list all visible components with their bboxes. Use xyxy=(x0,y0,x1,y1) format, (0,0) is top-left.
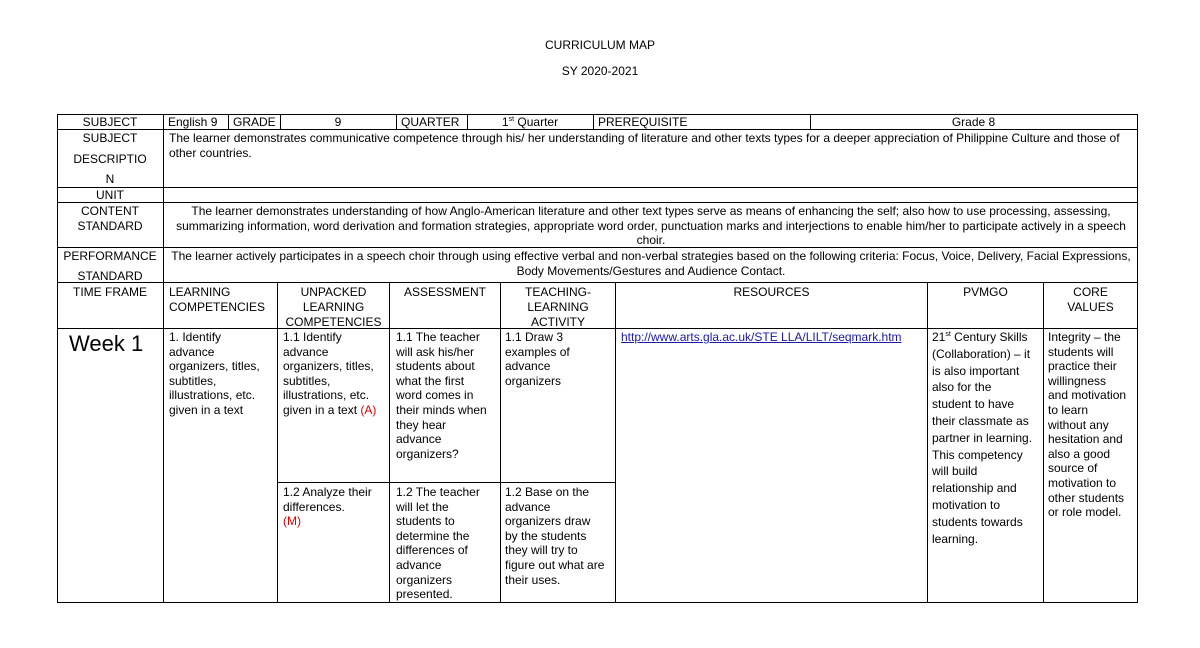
rule xyxy=(927,282,928,603)
text-fragment: given in a text xyxy=(283,402,361,417)
pvmgo-cell xyxy=(932,329,1043,547)
rule xyxy=(500,282,501,603)
rule xyxy=(163,129,164,603)
text-line: subtitles, xyxy=(283,373,331,388)
subject-description: The learner demonstrates communicative competence through his/ her understanding of literature and other texts types for a deeper appreciation of Philippine Culture and those of other countries. xyxy=(169,131,1120,160)
text-line: figure out what are xyxy=(505,557,605,572)
core-values-cell xyxy=(1048,330,1137,520)
quarter-word: Quarter xyxy=(514,115,559,129)
rule xyxy=(277,482,616,483)
text-line: given in a text xyxy=(169,402,244,417)
rule xyxy=(57,187,1138,188)
text-line: 1.1 Identify xyxy=(283,330,342,344)
rule xyxy=(57,282,1138,283)
text-line: advance xyxy=(505,359,551,374)
text-line: advance xyxy=(396,432,442,447)
pvmgo-rest: Century Skills xyxy=(950,330,1028,344)
competency-code: (M) xyxy=(283,514,301,529)
text-line: organizers xyxy=(396,572,453,587)
unpacked-competency-2 xyxy=(283,485,389,529)
quarter-label: QUARTER xyxy=(401,115,460,129)
text-line: what the first xyxy=(396,373,465,388)
text-line: will let the xyxy=(396,499,449,514)
text-line: learning. xyxy=(932,531,979,546)
text-line: advance xyxy=(505,499,551,514)
text-line: organizers? xyxy=(396,446,459,461)
unit-label: UNIT xyxy=(96,188,124,202)
text-line: differences. xyxy=(283,499,345,514)
page-title: CURRICULUM MAP xyxy=(544,38,655,52)
text-line: illustrations, etc. xyxy=(283,388,370,403)
col-tla-3: ACTIVITY xyxy=(530,315,585,329)
text-line: motivation to xyxy=(1048,475,1117,490)
text-line: organizers draw xyxy=(505,514,591,529)
rule xyxy=(163,114,164,129)
text-line: students about xyxy=(396,359,475,374)
col-assessment: ASSESSMENT xyxy=(403,285,487,299)
text-line: willingness xyxy=(1048,373,1107,388)
text-line: differences of xyxy=(396,543,468,558)
quarter-suffix: st xyxy=(508,116,515,123)
text-line: partner in learning. xyxy=(932,430,1033,445)
text-line: hesitation and xyxy=(1048,432,1123,447)
content-standard-label-1: CONTENT xyxy=(81,204,139,218)
rule xyxy=(615,282,616,603)
text-line: word comes in xyxy=(396,388,474,403)
rule xyxy=(389,282,390,603)
text-line: advance xyxy=(169,344,215,359)
text-line: 1.2 Analyze their xyxy=(283,485,372,499)
text-line: determine the xyxy=(396,528,470,543)
text-line: will build xyxy=(932,464,978,479)
assessment-1 xyxy=(396,330,500,461)
text-line: This competency xyxy=(932,447,1023,462)
subject-label: SUBJECT xyxy=(82,115,138,129)
col-unpacked-3: COMPETENCIES xyxy=(285,315,382,329)
school-year: SY 2020-2021 xyxy=(561,64,639,78)
rule xyxy=(593,114,594,129)
text-line: and motivation xyxy=(1048,388,1127,403)
assessment-2 xyxy=(396,485,500,602)
quarter-value xyxy=(467,115,593,130)
text-line: their classmate as xyxy=(932,413,1029,428)
text-line: organizers, titles, xyxy=(283,359,374,374)
performance-standard-label-2: STANDARD xyxy=(77,269,143,283)
text-line: organizers xyxy=(505,373,562,388)
rule xyxy=(1137,114,1138,603)
content-standard-label-2: STANDARD xyxy=(77,219,143,233)
description-label-1: SUBJECT xyxy=(82,131,138,145)
pvmgo-number: 21 xyxy=(932,330,946,344)
col-tla-2: LEARNING xyxy=(527,300,589,314)
content-standard-text: The learner demonstrates understanding of how Anglo-American literature and other text types serve as means of enhancing the self; also how to use processing, assessing, summarizing information, word derivation and formation strategies, appropriate word order, punctuation marks and interjections to enable him/her to participate actively in a speech choir. xyxy=(176,204,1126,248)
performance-standard-label-1: PERFORMANCE xyxy=(63,249,157,263)
rule xyxy=(228,114,229,129)
rule xyxy=(396,114,397,129)
curriculum-map-table xyxy=(57,114,1138,603)
grade-value: 9 xyxy=(334,115,342,129)
text-line: or role model. xyxy=(1048,505,1122,520)
week-label: Week 1 xyxy=(69,331,144,356)
text-line: Integrity – the xyxy=(1048,330,1121,344)
description-label-2: DESCRIPTIO xyxy=(73,152,147,166)
tla-1 xyxy=(505,330,615,388)
text-line: by the students xyxy=(505,528,587,543)
text-line: 1.2 The teacher xyxy=(396,485,480,499)
text-line: student to have xyxy=(932,397,1015,412)
quarter-number: 1 xyxy=(501,115,509,129)
col-core-values-1: CORE xyxy=(1073,285,1108,299)
col-time-frame: TIME FRAME xyxy=(73,285,147,299)
col-tla-1: TEACHING- xyxy=(525,285,591,299)
text-line: to learn xyxy=(1048,402,1089,417)
text-line: organizers, titles, xyxy=(169,359,260,374)
text-line: students will xyxy=(1048,344,1114,359)
text-line: presented. xyxy=(396,587,453,602)
grade-label: GRADE xyxy=(233,115,276,129)
text-line: they hear xyxy=(396,417,447,432)
text-line xyxy=(283,403,389,418)
competency-code: (A) xyxy=(360,402,377,417)
rule xyxy=(57,602,1138,603)
rule xyxy=(277,282,278,603)
col-learning-competencies-1: LEARNING xyxy=(169,285,231,299)
text-line: (Collaboration) – it xyxy=(932,346,1031,361)
text-line: other students xyxy=(1048,490,1125,505)
text-line: is also important xyxy=(932,363,1020,378)
text-line: students to xyxy=(396,514,455,529)
description-label-3: N xyxy=(105,172,115,186)
text-line xyxy=(932,329,1043,346)
col-core-values-2: VALUES xyxy=(1067,300,1114,314)
resources-cell xyxy=(621,330,925,345)
unpacked-competency-1 xyxy=(283,330,389,418)
col-resources: RESOURCES xyxy=(733,285,810,299)
text-line: advance xyxy=(283,344,329,359)
text-line: students towards xyxy=(932,514,1023,529)
performance-standard-text: The learner actively participates in a speech choir through using effective verbal and non-verbal strategies based on the following criteria: Focus, Voice, Delivery, Facial Expressions, Body Movements/Gestures and Audience Contact. xyxy=(171,249,1131,278)
text-line: 1.1 The teacher xyxy=(396,330,480,344)
text-line: they will try to xyxy=(505,543,578,558)
text-line: 1. Identify xyxy=(169,330,222,344)
text-line: also for the xyxy=(932,380,992,395)
rule xyxy=(57,202,1138,203)
rule xyxy=(1043,282,1044,603)
text-line: illustrations, etc. xyxy=(169,388,256,403)
text-line: practice their xyxy=(1048,359,1117,374)
text-line: their minds when xyxy=(396,402,487,417)
pvmgo-suffix: st xyxy=(945,331,951,338)
subject-value: English 9 xyxy=(168,115,218,129)
col-unpacked-1: UNPACKED xyxy=(300,285,367,299)
learning-competency xyxy=(169,330,277,418)
text-line: their uses. xyxy=(505,572,561,587)
text-line: 1.2 Base on the xyxy=(505,485,590,499)
text-line: subtitles, xyxy=(169,373,217,388)
text-line: source of xyxy=(1048,461,1098,476)
col-learning-competencies-2: COMPETENCIES xyxy=(169,300,266,314)
text-line: relationship and xyxy=(932,481,1017,496)
text-line: will ask his/her xyxy=(396,344,475,359)
text-line: without any xyxy=(1048,417,1109,432)
prerequisite-value: Grade 8 xyxy=(951,115,996,129)
text-line: also a good xyxy=(1048,446,1111,461)
resource-link[interactable]: http://www.arts.gla.ac.uk/STE LLA/LILT/seqmark.htm xyxy=(621,330,902,344)
col-unpacked-2: LEARNING xyxy=(302,300,365,314)
text-line: 1.1 Draw 3 xyxy=(505,330,564,344)
text-line: examples of xyxy=(505,344,570,359)
col-pvmgo: PVMGO xyxy=(963,285,1008,299)
prerequisite-label: PREREQUISITE xyxy=(598,115,688,129)
tla-2 xyxy=(505,485,615,587)
text-line: motivation to xyxy=(932,497,1001,512)
text-line: advance xyxy=(396,557,442,572)
